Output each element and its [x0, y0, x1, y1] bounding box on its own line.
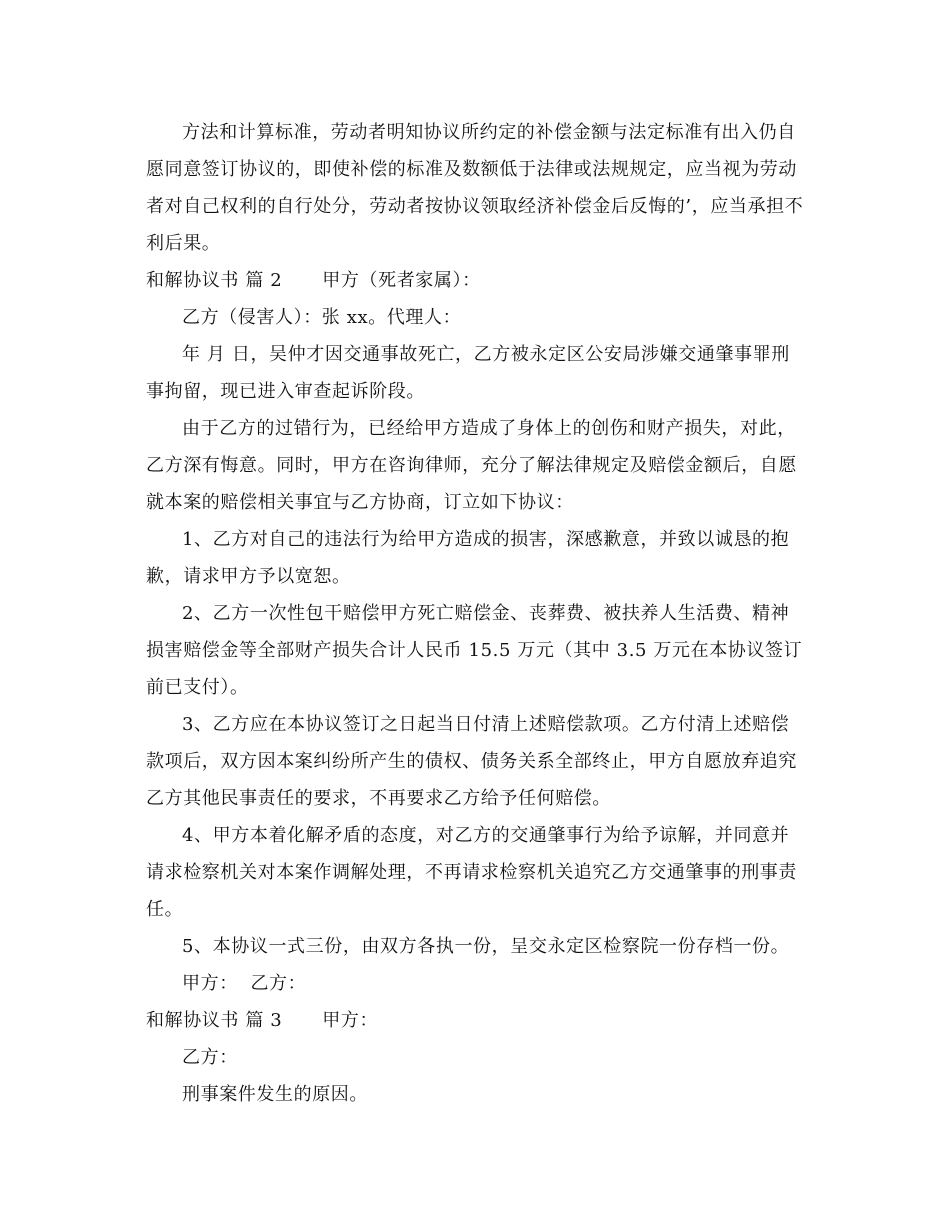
section-title-2: 和解协议书 篇 2	[146, 270, 283, 291]
paragraph-intro: 由于乙方的过错行为，已经给甲方造成了身体上的创伤和财产损失，对此，乙方深有悔意。同时，甲方在咨询律师，充分了解法律规定及赔偿金额后，自愿就本案的赔偿相关事宜与乙方协商，订立如下协议：	[146, 418, 797, 513]
paragraph-cause: 刑事案件发生的原因。	[182, 1084, 368, 1105]
paragraph-incident: 年 月 日，吴仲才因交通事故死亡，乙方被永定区公安局涉嫌交通肇事罪刑事拘留，现已进入审查起诉阶段。	[146, 344, 790, 402]
clause-3: 3、乙方应在本协议签订之日起当日付清上述赔偿款项。乙方付清上述赔偿款项后，双方因本案纠纷所产生的债权、债务关系全部终止，甲方自愿放弃追究乙方其他民事责任的要求，不再要求乙方给予任何赔偿。	[146, 714, 797, 809]
section-heading-3	[146, 1002, 806, 1039]
party-b-line-3: 乙方：	[182, 1047, 238, 1068]
clause-1: 1、乙方对自己的违法行为给甲方造成的损害，深感歉意，并致以诚恳的抱歉，请求甲方予以宽恕。	[146, 529, 790, 587]
clause-4: 4、甲方本着化解矛盾的态度，对乙方的交通肇事行为给予谅解，并同意并请求检察机关对本案作调解处理，不再请求检察机关追究乙方交通肇事的刑事责任。	[146, 825, 797, 920]
clause-2: 2、乙方一次性包干赔偿甲方死亡赔偿金、丧葬费、被扶养人生活费、精神损害赔偿金等全部财产损失合计人民币 15.5 万元（其中 3.5 万元在本协议签订前已支付）。	[146, 603, 803, 698]
paragraph-compensation-standard: 方法和计算标准，劳动者明知协议所约定的补偿金额与法定标准有出入仍自愿同意签订协议的，即使补偿的标准及数额低于法律或法规规定，应当视为劳动者对自己权利的自行处分，劳动者按协议领取经济补偿金后反悔的’，应当承担不利后果。	[146, 122, 804, 254]
section-heading-2	[146, 262, 806, 299]
clause-5: 5、本协议一式三份，由双方各执一份，呈交永定区检察院一份存档一份。	[182, 936, 790, 957]
section-title-3: 和解协议书 篇 3	[146, 1010, 283, 1031]
party-a-label-2: 甲方（死者家属）：	[322, 270, 481, 291]
signature-line-2: 甲方： 乙方：	[182, 973, 307, 994]
party-a-label-3: 甲方：	[322, 1010, 379, 1031]
document-body	[146, 114, 806, 1113]
party-b-line-2: 乙方（侵害人）：张 xx。代理人：	[182, 307, 462, 328]
